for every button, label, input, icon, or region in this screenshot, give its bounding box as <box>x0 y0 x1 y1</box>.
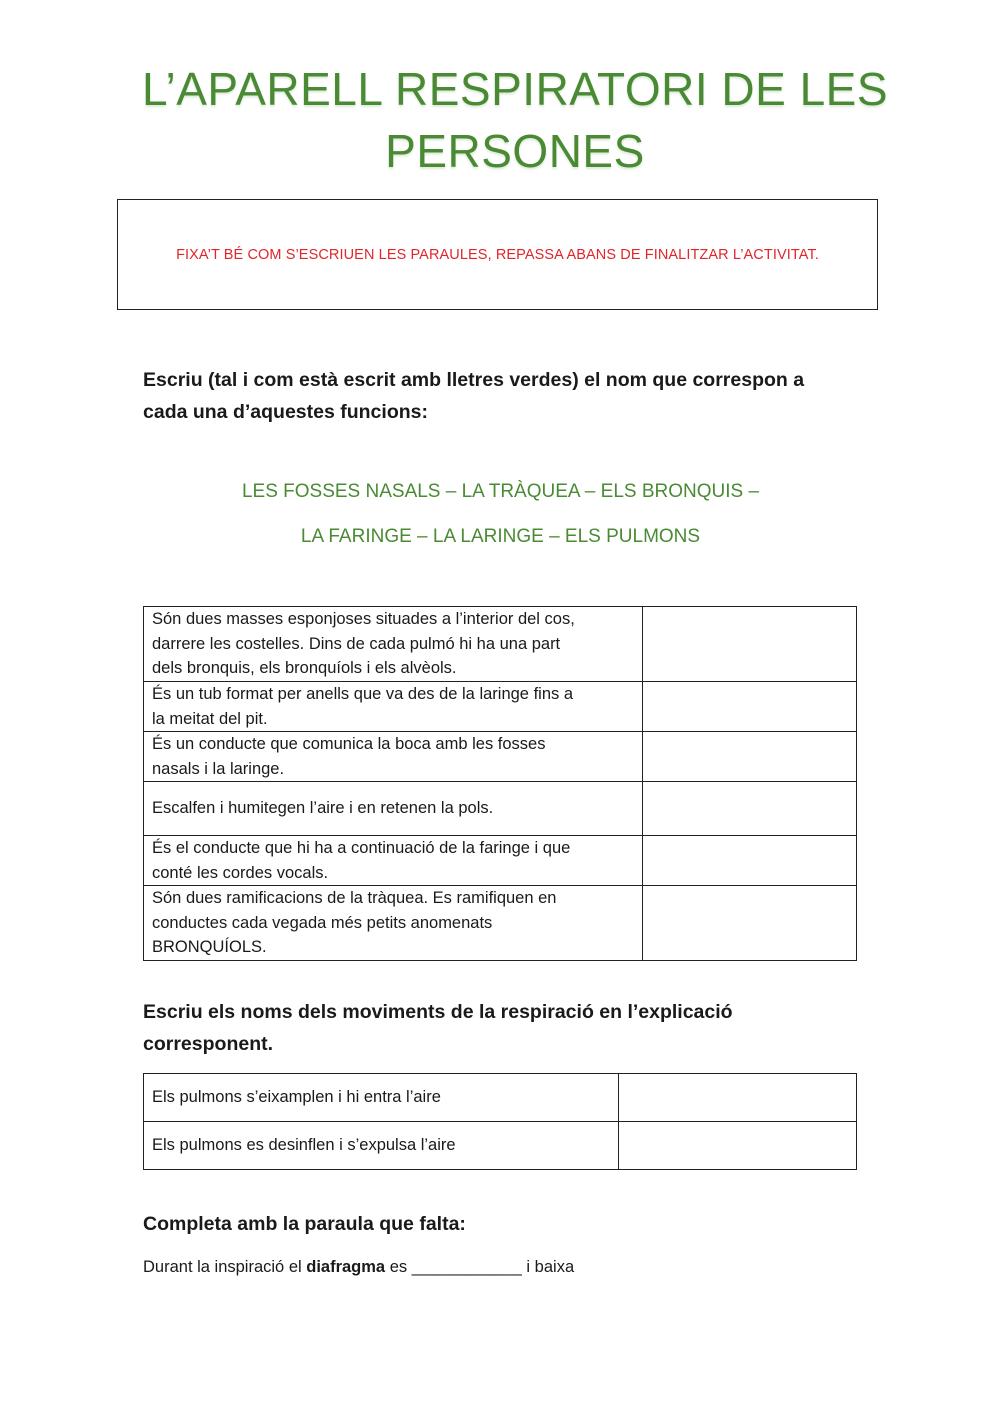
word-bank-line-1: LES FOSSES NASALS – LA TRÀQUEA – ELS BRONQUIS – <box>241 481 760 502</box>
section1-heading-line-1: Escriu (tal i com està escrit amb lletres verdes) el nom que correspon a <box>143 369 805 391</box>
description-line: nasals i la laringe. <box>152 759 285 778</box>
function-description <box>144 886 643 961</box>
table-row <box>144 607 857 682</box>
function-description <box>144 682 643 732</box>
fill-blank[interactable]: ____________ <box>411 1258 522 1276</box>
table-row <box>144 1074 857 1122</box>
function-description <box>144 782 643 836</box>
section1-heading-line-2: cada una d’aquestes funcions: <box>143 401 428 423</box>
answer-cell[interactable] <box>643 682 857 732</box>
description-line: BRONQUÍOLS. <box>152 938 267 956</box>
description-line: És un conducte que comunica la boca amb les fosses <box>152 735 546 753</box>
answer-cell[interactable] <box>619 1074 857 1122</box>
answer-cell[interactable] <box>643 886 857 961</box>
answer-cell[interactable] <box>643 782 857 836</box>
table-row <box>144 782 857 836</box>
movement-description: Els pulmons s’eixamplen i hi entra l’aire <box>144 1074 619 1122</box>
function-description <box>144 836 643 886</box>
word-bank-line-2: LA FARINGE – LA LARINGE – ELS PULMONS <box>300 526 701 547</box>
description-line: conductes cada vegada més petits anomenats <box>152 913 493 932</box>
page-title <box>100 58 930 182</box>
answer-cell[interactable] <box>643 836 857 886</box>
page-title-line-2: PERSONES <box>385 125 645 177</box>
description-line: Són dues masses esponjoses situades a l’interior del cos, <box>152 610 575 629</box>
table-row <box>144 1122 857 1170</box>
description-line: darrere les costelles. Dins de cada pulmó hi ha una part <box>152 634 561 653</box>
breathing-movements-table <box>143 1073 857 1170</box>
movement-description: Els pulmons es desinflen i s’expulsa l’aire <box>144 1122 619 1170</box>
description-line: conté les cordes vocals. <box>152 863 329 882</box>
section2-heading-line-2: corresponent. <box>143 1033 274 1055</box>
answer-cell[interactable] <box>643 732 857 782</box>
description-line: dels bronquis, els bronquíols i els alvèols. <box>152 659 457 678</box>
table-row <box>144 682 857 732</box>
description-line: Escalfen i humitegen l’aire i en retenen la pols. <box>152 799 494 818</box>
section2-heading-line-1: Escriu els noms dels moviments de la respiració en l’explicació <box>143 1001 733 1023</box>
page-title-line-1: L’APARELL RESPIRATORI DE LES <box>141 63 889 115</box>
sentence-mid: es <box>385 1258 412 1276</box>
table-row <box>144 836 857 886</box>
sentence-bold-word: diafragma <box>306 1258 386 1276</box>
description-line: Són dues ramificacions de la tràquea. Es ramifiquen en <box>152 889 557 907</box>
notice-box <box>117 199 878 310</box>
description-line: És un tub format per anells que va des de la laringe fins a <box>152 685 573 703</box>
table-row <box>144 886 857 961</box>
section3-heading: Completa amb la paraula que falta: <box>143 1213 466 1235</box>
sentence-end: i baixa <box>521 1258 575 1276</box>
description-line: la meitat del pit. <box>152 709 268 728</box>
notice-text: FIXA’T BÉ COM S’ESCRIUEN LES PARAULES, REPASSA ABANS DE FINALITZAR L’ACTIVITAT. <box>176 246 819 263</box>
fill-in-sentence <box>143 1255 574 1279</box>
answer-cell[interactable] <box>619 1122 857 1170</box>
description-line: És el conducte que hi ha a continuació de la faringe i que <box>152 839 571 857</box>
function-description <box>144 732 643 782</box>
section2-heading <box>143 996 858 1060</box>
section1-heading <box>143 364 858 428</box>
function-description <box>144 607 643 682</box>
sentence-start: Durant la inspiració el <box>143 1258 307 1276</box>
answer-cell[interactable] <box>643 607 857 682</box>
table-row <box>144 732 857 782</box>
functions-table <box>143 606 857 961</box>
